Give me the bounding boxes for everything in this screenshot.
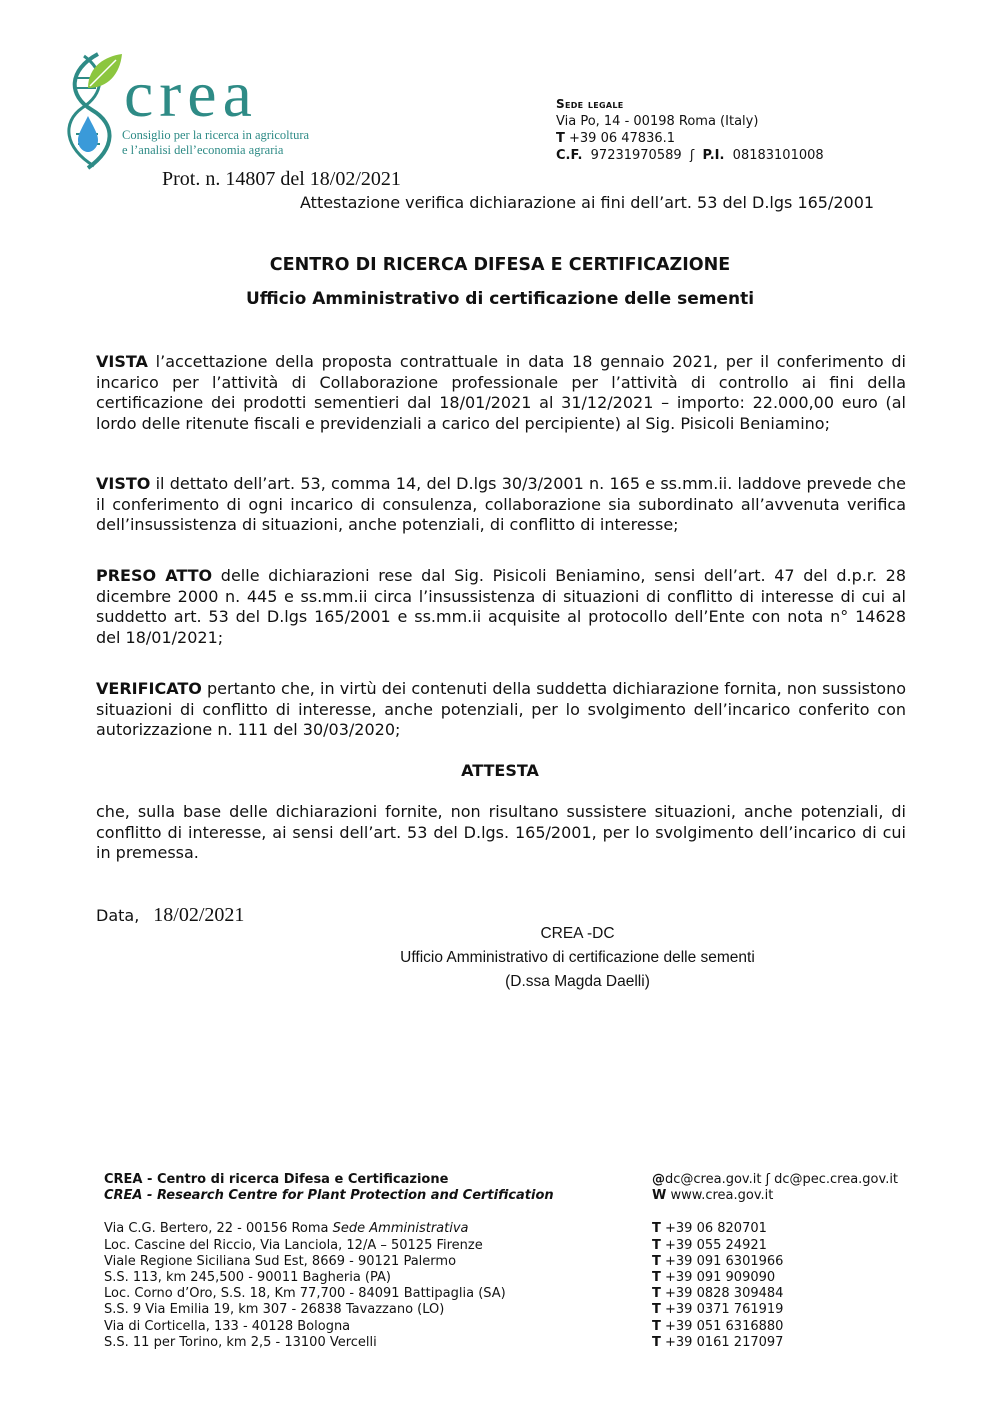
footer-tel: +39 051 6316880 (665, 1318, 784, 1334)
tel-value: +39 06 47836.1 (569, 131, 676, 146)
logo-wordmark: crea (124, 58, 258, 131)
footer-tel-row (652, 1319, 898, 1335)
tel-label: T (652, 1318, 661, 1334)
list-item: Via di Corticella, 133 - 40128 Bologna (104, 1318, 351, 1334)
footer-address-note: Sede Amministrativa (332, 1221, 469, 1237)
signature-line2: Ufficio Amministrativo di certificazione delle sementi (400, 949, 755, 966)
signature-block (370, 922, 785, 994)
signature-line3: (D.ssa Magda Daelli) (505, 973, 650, 990)
list-item: Loc. Corno d’Oro, S.S. 18, Km 77,700 - 84091 Battipaglia (SA) (104, 1286, 506, 1302)
text-vista: l’accettazione della proposta contrattuale in data 18 gennaio 2021, per il conferimento di incarico per l’attività di Collaborazione professionale per l’attività di controllo ai fini della certificazione dei prodotti sementieri dal 18/01/2021 al 31/12/2021 – importo: 22.000,00 euro (al lordo delle ritenute fiscali e previdenziali a carico del percipiente) al Sig. Pisicoli Beniamino; (96, 352, 906, 433)
cf-label: C.F. (556, 148, 583, 163)
paragraph-verificato (96, 679, 906, 741)
date-label: Data, (96, 906, 140, 925)
footer-tel: +39 055 24921 (665, 1237, 767, 1253)
tel-label: T (652, 1270, 661, 1286)
paragraph-attestation: che, sulla base delle dichiarazioni fornite, non risultano sussistere situazioni, anche potenziali, di conflitto di interesse, ai sensi dell’art. 53 del D.lgs. 165/2001, per lo svolgimento dell’incarico di cui in premessa. (96, 802, 906, 862)
footer-tel-row (652, 1335, 898, 1351)
footer-tel-row (652, 1238, 898, 1254)
footer-address-main (104, 1221, 554, 1237)
text-visto: il dettato dell’art. 53, comma 14, del D.lgs 30/3/2001 n. 165 e ss.mm.ii. laddove prevede che il conferimento di ogni incarico di consulenza, collaborazione sia subordinato all’avvenuta verifica dell’insussistenza di situazioni, anche potenziali, di conflitto di interesse; (96, 474, 906, 534)
tel-label: T (652, 1334, 661, 1350)
page-title: CENTRO DI RICERCA DIFESA E CERTIFICAZIONE (269, 255, 731, 275)
footer-tel-row (652, 1221, 898, 1237)
text-preso-atto: delle dichiarazioni rese dal Sig. Pisicoli Beniamino, sensi dell’art. 47 del d.p.r. 28 dicembre 2000 n. 445 e ss.mm.ii circa l’insussistenza di situazioni di conflitto di interesse di cui al suddetto art. 53 del D.lgs 165/2001 e ss.mm.ii acquisite al protocollo dell’Ente con nota n° 14628 del 18/01/2021; (96, 566, 907, 647)
footer-tel: +39 091 909090 (665, 1270, 776, 1286)
protocol-number: Prot. n. 14807 del 18/02/2021 (162, 168, 401, 190)
list-item: S.S. 9 Via Emilia 19, km 307 - 26838 Tavazzano (LO) (104, 1302, 445, 1318)
footer-contacts (652, 1172, 898, 1351)
tel-label: T (556, 131, 565, 146)
footer-org-it: CREA - Centro di ricerca Difesa e Certificazione (104, 1172, 449, 1187)
footer-tel: +39 0371 761919 (665, 1302, 784, 1318)
sede-legale-block (556, 96, 824, 164)
paragraph-vista (96, 352, 906, 434)
sede-fiscal (556, 147, 824, 164)
tel-label: T (652, 1221, 661, 1237)
footer-email-row (652, 1172, 898, 1188)
footer-tel-row (652, 1270, 898, 1286)
lead-verificato: VERIFICATO (96, 679, 202, 698)
date-value: 18/02/2021 (153, 904, 245, 926)
list-item: S.S. 11 per Torino, km 2,5 - 13100 Vercelli (104, 1334, 377, 1350)
footer-tel-0: +39 06 820701 (665, 1221, 767, 1237)
signature-line1: CREA -DC (540, 925, 615, 942)
pi-value: 08183101008 (732, 148, 824, 163)
footer-addresses (104, 1172, 554, 1351)
logo-subtitle (122, 128, 309, 158)
web-label: W (652, 1188, 667, 1204)
footer-email[interactable]: dc@crea.gov.it ʃ dc@pec.crea.gov.it (665, 1172, 899, 1187)
footer-tel-row (652, 1302, 898, 1318)
footer-web[interactable]: www.crea.gov.it (670, 1188, 774, 1204)
tel-label: T (652, 1286, 661, 1302)
lead-visto: VISTO (96, 474, 151, 493)
date-line (96, 904, 244, 927)
tel-label: T (652, 1237, 661, 1253)
cf-value: 97231970589 (590, 148, 682, 163)
footer-web-row (652, 1188, 898, 1204)
tel-label: T (652, 1253, 661, 1269)
sede-heading: Sede legale (556, 97, 624, 111)
attesta-heading: ATTESTA (461, 761, 539, 780)
paragraph-visto (96, 474, 906, 536)
footer-org-en: CREA - Research Centre for Plant Protection and Certification (104, 1188, 554, 1204)
tel-label: T (652, 1302, 661, 1318)
lead-vista: VISTA (96, 352, 148, 371)
email-label: @ (652, 1172, 665, 1187)
paragraph-preso-atto (96, 566, 906, 648)
logo-subtitle-line2: e l’analisi dell’economia agraria (122, 143, 284, 157)
list-item: S.S. 113, km 245,500 - 90011 Bagheria (PA) (104, 1270, 391, 1286)
document-heading: Attestazione verifica dichiarazione ai fini dell’art. 53 del D.lgs 165/2001 (300, 193, 875, 212)
page-subtitle: Ufficio Amministrativo di certificazione delle sementi (245, 289, 755, 309)
sede-address: Via Po, 14 - 00198 Roma (Italy) (556, 114, 759, 129)
footer-tel: +39 091 6301966 (665, 1253, 784, 1269)
footer-address-0: Via C.G. Bertero, 22 - 00156 Roma (104, 1221, 333, 1237)
list-item: Viale Regione Siciliana Sud Est, 8669 - 90121 Palermo (104, 1253, 457, 1269)
footer-tel-row (652, 1286, 898, 1302)
pi-label: P.I. (702, 148, 725, 163)
logo-subtitle-line1: Consiglio per la ricerca in agricoltura (122, 128, 310, 142)
separator: ʃ (689, 148, 695, 163)
list-item: Loc. Cascine del Riccio, Via Lanciola, 12/A – 50125 Firenze (104, 1237, 483, 1253)
footer-tel: +39 0828 309484 (665, 1286, 784, 1302)
text-verificato: pertanto che, in virtù dei contenuti della suddetta dichiarazione fornita, non sussistono situazioni di conflitto di interesse, anche potenziali, per lo svolgimento dell’incarico conferito con autorizzazione n. 111 del 30/03/2020; (96, 679, 906, 739)
footer-tel-row (652, 1254, 898, 1270)
lead-preso-atto: PRESO ATTO (96, 566, 213, 585)
sede-tel (556, 130, 824, 147)
footer-tel: +39 0161 217097 (665, 1334, 784, 1350)
